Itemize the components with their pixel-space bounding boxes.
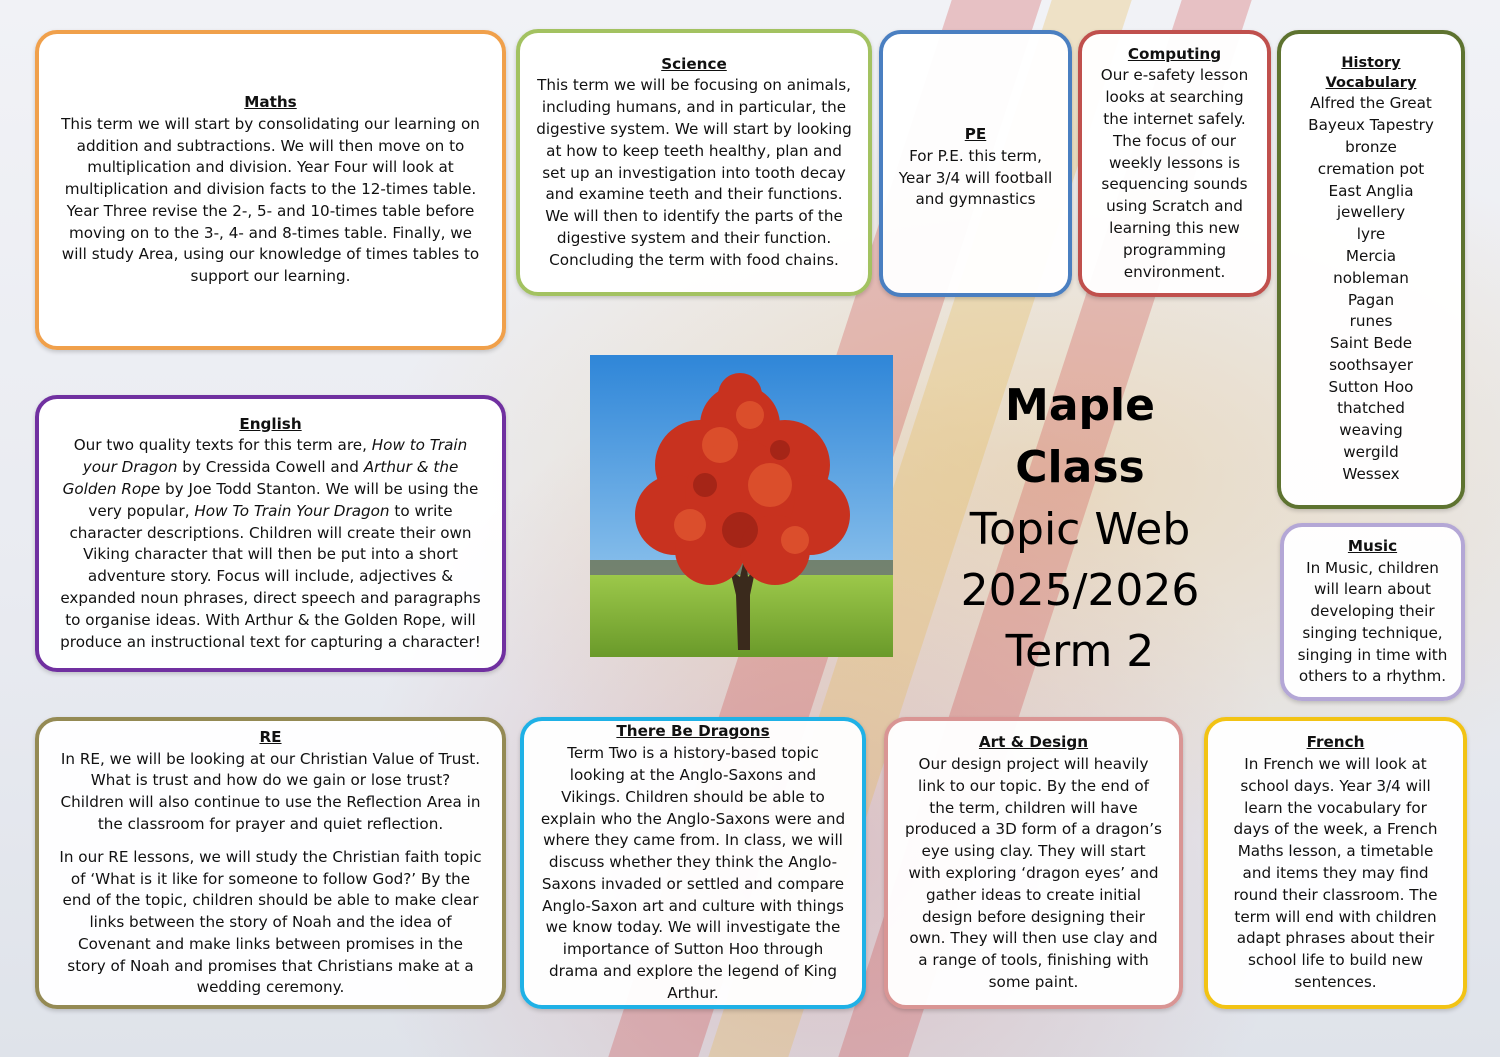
vocabulary-word: Mercia [1345, 246, 1397, 265]
re-text-1: In RE, we will be looking at our Christian Value of Trust. What is trust and how do we gain or lose trust? Children will also continue to use the Reflection Area in the classroom for prayer and quiet reflection. [60, 749, 481, 833]
music-box [1280, 523, 1465, 701]
music-heading: Music [1347, 536, 1398, 555]
english-text-part2: by Cressida Cowell and [177, 458, 364, 477]
maple-tree-photo [590, 355, 893, 657]
vocabulary-word: lyre [1356, 225, 1386, 244]
science-text: This term we will be focusing on animals, including humans, and in particular, the digestive system. We will start by looking at how to keep teeth healthy, plan and set up an investigation into tooth decay and examine teeth and their functions. We will then to identify the parts of the digestive system and their function. Concluding the term with food chains. [536, 76, 852, 269]
english-book-title-3: How To Train Your Dragon [194, 501, 390, 520]
title-class-name: Maple Class [1005, 380, 1155, 493]
english-book-title-2: Arthur & the Golden Rope [62, 458, 459, 498]
art-design-text: Our design project will heavily link to our topic. By the end of the term, children will have produced a 3D form of a dragon’s eye using clay. They will start with exploring ‘dragon eyes’ and gather ideas to create initial design before designing their own. They will then use clay and a range of tools, finishing with some paint. [905, 755, 1162, 991]
page-title [935, 375, 1225, 682]
title-topic-web: Topic Web [969, 504, 1191, 555]
vocabulary-word: Wessex [1342, 464, 1400, 483]
english-text-part4: to write character descriptions. Children will create their own Viking character that will then be put into a short adventure story. Focus will include, adjectives & expanded noun phrases, direct speech and paragraphs to organise ideas. With Arthur & the Golden Rope, will produce an instructional text for capturing a character! [60, 501, 481, 651]
pe-box [879, 30, 1072, 297]
vocabulary-word: Pagan [1347, 290, 1395, 309]
vocabulary-word: runes [1349, 312, 1393, 331]
vocabulary-word: bronze [1345, 137, 1397, 156]
vocabulary-word: Saint Bede [1329, 334, 1413, 353]
english-text [55, 435, 486, 653]
vocabulary-word: East Anglia [1328, 181, 1414, 200]
vocabulary-heading: Vocabulary [1325, 75, 1417, 92]
english-text-part3: by Joe Todd Stanton. We will be using the very popular, [88, 480, 479, 520]
french-text: In French we will look at school days. Year 3/4 will learn the vocabulary for days of the week, a French Maths lesson, a timetable and items they may find round their classroom. The term will end with children adapt phrases about their school life to build new sentences. [1233, 755, 1438, 991]
english-box [35, 395, 506, 672]
computing-box [1078, 30, 1271, 297]
maple-tree-illustration [590, 355, 893, 657]
re-text-2: In our RE lessons, we will study the Christian faith topic of ‘What is it like for someone to follow God?’ By the end of the topic, children should be able to make clear links between the story of Noah and the idea of Covenant and make links between promises in the story of Noah and promises that Christians make at a wedding ceremony. [59, 847, 482, 997]
maths-heading: Maths [244, 92, 297, 111]
dragons-heading: There Be Dragons [616, 722, 770, 741]
computing-heading: Computing [1127, 44, 1222, 63]
vocabulary-word: wergild [1343, 443, 1399, 462]
art-design-box [884, 717, 1183, 1009]
vocabulary-word: Alfred the Great [1310, 94, 1432, 113]
vocabulary-word: nobleman [1333, 268, 1409, 287]
re-box [35, 717, 506, 1009]
pe-text: For P.E. this term, Year 3/4 will football and gymnastics [898, 146, 1053, 209]
science-heading: Science [661, 54, 727, 73]
vocabulary-word: Bayeux Tapestry [1308, 116, 1434, 135]
re-heading: RE [259, 727, 282, 746]
english-heading: English [239, 414, 302, 433]
english-book-title-1: How to Train your Dragon [82, 436, 468, 477]
title-term: Term 2 [1005, 626, 1155, 677]
vocabulary-word: soothsayer [1329, 355, 1413, 374]
maths-box [35, 30, 506, 350]
maths-text: This term we will start by consolidating our learning on addition and subtractions. We will then move on to multiplication and division. Year Four will look at multiplication and division facts to the 12-times table. Year Three revise the 2-, 5- and 10-times table before moving on to the 3-, 4- and 8-times table. Finally, we will study Area, using our knowledge of times tables to support our learning. [61, 114, 480, 286]
science-box [516, 29, 872, 296]
english-text-part1: Our two quality texts for this term are, [73, 436, 372, 455]
french-box [1204, 717, 1467, 1009]
history-heading: History [1341, 55, 1401, 72]
music-text: In Music, children will learn about developing their singing technique, singing in time with others to a rhythm. [1297, 558, 1448, 686]
art-design-heading: Art & Design [978, 733, 1089, 752]
vocabulary-word: thatched [1337, 399, 1405, 418]
dragons-box [520, 717, 866, 1009]
vocabulary-word: Sutton Hoo [1328, 377, 1414, 396]
history-vocabulary-box [1277, 30, 1465, 509]
computing-text: Our e-safety lesson looks at searching the internet safely. The focus of our weekly lessons is sequencing sounds using Scratch and learning this new programming environment. [1100, 66, 1249, 281]
pe-heading: PE [964, 125, 987, 143]
title-year: 2025/2026 [960, 565, 1200, 616]
french-heading: French [1306, 733, 1365, 752]
vocabulary-word: jewellery [1336, 203, 1406, 222]
vocabulary-list [1291, 93, 1451, 485]
vocabulary-word: cremation pot [1317, 159, 1425, 178]
dragons-text: Term Two is a history-based topic looking at the Anglo-Saxons and Vikings. Children should be able to explain who the Anglo-Saxons were and where they came from. In class, we will discuss whether they think the Anglo-Saxons invaded or settled and compare Anglo-Saxon art and culture with things we know today. We will investigate the importance of Sutton Hoo through drama and explore the legend of King Arthur. [540, 744, 846, 1002]
vocabulary-word: weaving [1339, 421, 1403, 440]
